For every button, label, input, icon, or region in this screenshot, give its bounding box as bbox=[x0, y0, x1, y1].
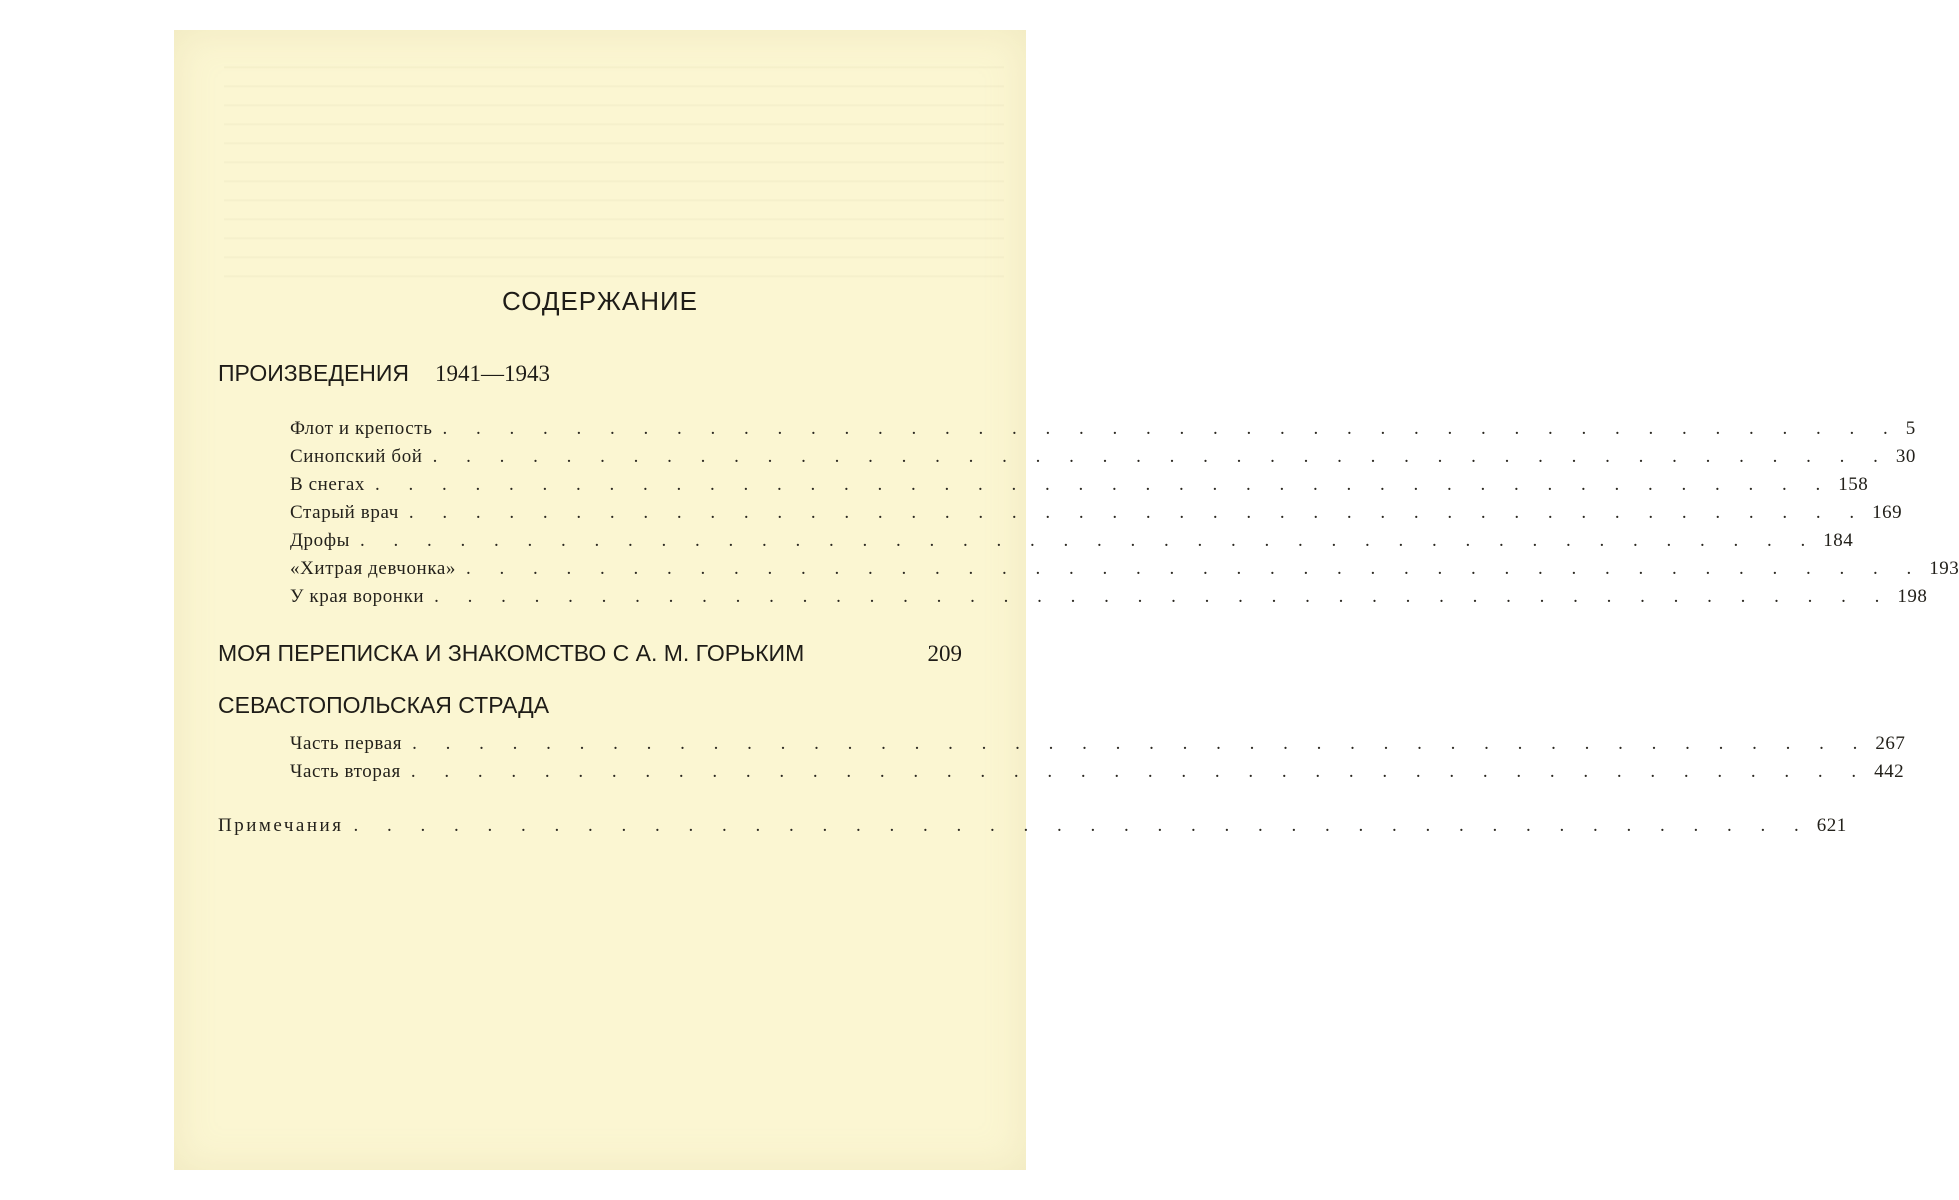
section-heading-gorky[interactable] bbox=[218, 640, 962, 667]
dot-leader: . . . . . . . . . . . . . . . . . . . . . . . . . . . . . . . . . . . . . . . . . . . . bbox=[408, 502, 1867, 523]
toc-entry-title: Дрофы bbox=[290, 530, 351, 551]
toc-entry-page: 442 bbox=[1874, 761, 1905, 782]
book-page bbox=[174, 30, 1959, 1170]
dot-leader: . . . . . . . . . . . . . . . . . . . . . . . . . . . . . . . . . . . . . . . . . . . . bbox=[442, 418, 1900, 439]
toc-entry-notes[interactable] bbox=[218, 815, 1847, 841]
dot-leader: . . . . . . . . . . . . . . . . . . . . . . . . . . . . . . . . . . . . . . . . . . . . bbox=[353, 815, 1811, 836]
section-page: 209 bbox=[927, 641, 962, 666]
section-title: ПРОИЗВЕДЕНИЯ bbox=[218, 360, 410, 386]
toc-entry-title: Часть первая bbox=[290, 733, 403, 754]
toc-entry-title: Примечания bbox=[218, 815, 344, 836]
toc-entry-title: В снегах bbox=[290, 474, 365, 495]
toc-entry-title: У края воронки bbox=[290, 586, 425, 607]
section-title: МОЯ ПЕРЕПИСКА И ЗНАКОМСТВО С А. М. ГОРЬКИМ bbox=[218, 640, 805, 666]
toc-entry-page: 198 bbox=[1897, 586, 1928, 607]
toc-entry[interactable] bbox=[290, 761, 1905, 787]
toc-entry[interactable] bbox=[290, 446, 1916, 472]
toc-entry-page: 184 bbox=[1823, 530, 1854, 551]
toc-entry-page: 621 bbox=[1816, 815, 1847, 836]
toc-entry-page: 30 bbox=[1895, 446, 1916, 467]
dot-leader: . . . . . . . . . . . . . . . . . . . . . . . . . . . . . . . . . . . . . . . . . . . . bbox=[410, 761, 1869, 782]
section-heading-sevastopol bbox=[218, 692, 549, 719]
toc-entry-page: 193 bbox=[1929, 558, 1959, 579]
toc-entry[interactable] bbox=[290, 586, 1928, 612]
section-years: 1941—1943 bbox=[435, 361, 551, 386]
dot-leader: . . . . . . . . . . . . . . . . . . . . . . . . . . . . . . . . . . . . . . . . . . . . bbox=[412, 733, 1870, 754]
toc-entry[interactable] bbox=[290, 530, 1854, 556]
toc-entry-title: Флот и крепость bbox=[290, 418, 433, 439]
toc-entry-title: Часть вторая bbox=[290, 761, 401, 782]
toc-entry[interactable] bbox=[290, 502, 1903, 528]
toc-entry-page: 169 bbox=[1872, 502, 1903, 523]
toc-entry-page: 267 bbox=[1875, 733, 1906, 754]
toc-entry-page: 5 bbox=[1905, 418, 1916, 439]
toc-entry-title: Синопский бой bbox=[290, 446, 423, 467]
toc-entry-title: Старый врач bbox=[290, 502, 399, 523]
toc-entry[interactable] bbox=[290, 733, 1906, 759]
section-title: СЕВАСТОПОЛЬСКАЯ СТРАДА bbox=[218, 692, 550, 718]
dot-leader: . . . . . . . . . . . . . . . . . . . . . . . . . . . . . . . . . . . . . . . . . . . . bbox=[374, 474, 1833, 495]
toc-entry[interactable] bbox=[290, 418, 1916, 444]
toc-entry[interactable] bbox=[290, 474, 1869, 500]
dot-leader: . . . . . . . . . . . . . . . . . . . . . . . . . . . . . . . . . . . . . . . . . . . . bbox=[466, 558, 1924, 579]
dot-leader: . . . . . . . . . . . . . . . . . . . . . . . . . . . . . . . . . . . . . . . . . . . . bbox=[360, 530, 1818, 551]
bleed-through-text bbox=[224, 50, 1004, 280]
page-title: СОДЕРЖАНИЕ bbox=[501, 286, 698, 316]
section-heading-works bbox=[218, 360, 550, 387]
dot-leader: . . . . . . . . . . . . . . . . . . . . . . . . . . . . . . . . . . . . . . . . . . . . bbox=[434, 586, 1892, 607]
toc-entry-title: «Хитрая девчонка» bbox=[290, 558, 456, 579]
toc-entry-page: 158 bbox=[1838, 474, 1869, 495]
toc-entry[interactable] bbox=[290, 558, 1959, 584]
dot-leader: . . . . . . . . . . . . . . . . . . . . . . . . . . . . . . . . . . . . . . . . . . . . bbox=[432, 446, 1890, 467]
